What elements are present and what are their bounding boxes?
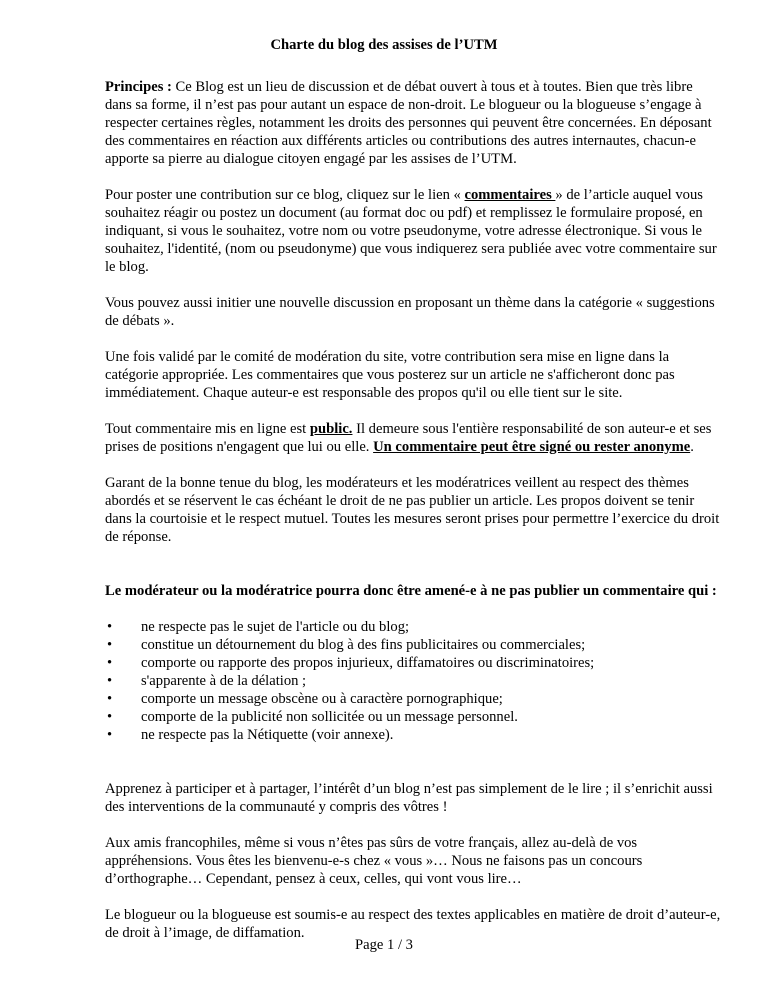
anonymous-emphasis: Un commentaire peut être signé ou rester anonyme	[373, 439, 691, 455]
bullet-icon: •	[107, 709, 113, 725]
public-emphasis: public.	[309, 421, 353, 437]
bullet-icon: •	[107, 691, 113, 707]
list-item-text: comporte un message obscène ou à caractère pornographique;	[141, 691, 503, 707]
bullet-icon: •	[107, 727, 113, 743]
moderation-list	[105, 618, 723, 744]
paragraph-droits: Le blogueur ou la blogueuse est soumis-e au respect des textes applicables en matière de droit d’auteur-e, de droit à l’image, de diffamation.	[105, 907, 721, 941]
list-item-text: ne respecte pas la Nétiquette (voir annexe).	[141, 727, 394, 743]
paragraph-discussion: Vous pouvez aussi initier une nouvelle discussion en proposant un thème dans la catégorie « suggestions de débats ».	[105, 295, 715, 329]
list-item-text: comporte ou rapporte des propos injurieux, diffamatoires ou discriminatoires;	[141, 655, 595, 671]
poster-text-after: » de l’article auquel vous souhaitez réagir ou postez un document (au format doc ou pdf) et remplissez le formulaire proposé, en indiquant, si vous le souhaitez, votre nom ou votre pseudonyme, votre adresse électronique. Si vous le souhaitez, l'identité, (nom ou pseudonyme) que vous indiquerez sera publiée avec votre commentaire sur le blog.	[105, 187, 717, 275]
poster-text-before: Pour poster une contribution sur ce blog, cliquez sur le lien «	[105, 187, 465, 203]
public-text-end: .	[690, 439, 694, 455]
document-title: Charte du blog des assises de l’UTM	[270, 37, 498, 53]
list-item-text: comporte de la publicité non sollicitée ou un message personnel.	[141, 709, 518, 725]
list-item-text: s'apparente à de la délation ;	[141, 673, 307, 689]
list-item	[105, 618, 723, 636]
public-text-before: Tout commentaire mis en ligne est	[105, 421, 310, 437]
moderation-heading: Le modérateur ou la modératrice pourra donc être amené-e à ne pas publier un commentaire qui :	[105, 583, 717, 599]
paragraph-validation: Une fois validé par le comité de modération du site, votre contribution sera mise en ligne dans la catégorie appropriée. Les commentaires que vous posterez sur un article ne s'afficheront donc pas immédiatement. Chaque auteur-e est responsable des propos qu'il ou elle tient sur le site.	[105, 349, 675, 401]
paragraph-principes	[105, 78, 723, 168]
commentaires-link[interactable]: commentaires	[464, 187, 556, 203]
list-item-text: ne respecte pas le sujet de l'article ou du blog;	[141, 619, 410, 635]
list-item	[105, 672, 723, 690]
principes-text: Ce Blog est un lieu de discussion et de débat ouvert à tous et à toutes. Bien que très libre dans sa forme, il n’est pas pour autant un espace de non-droit. Le blogueur ou la blogueuse s’engage à respecter certaines règles, notamment les droits des personnes qui peuvent être concernées. En déposant des commentaires en réaction aux différents articles ou contributions des autres internautes, chacun-e apporte sa pierre au dialogue citoyen engagé par les assises de l’UTM.	[105, 79, 712, 167]
paragraph-garant: Garant de la bonne tenue du blog, les modérateurs et les modératrices veillent au respect des thèmes abordés et se réservent le cas échéant le droit de ne pas publier un article. Les propos doivent se tenir dans la courtoisie et le respect mutuel. Toutes les mesures seront prises pour permettre l’exercice du droit de réponse.	[105, 475, 720, 545]
list-item	[105, 654, 723, 672]
principes-label: Principes :	[105, 79, 172, 95]
list-item	[105, 636, 723, 654]
list-item	[105, 708, 723, 726]
bullet-icon: •	[107, 655, 113, 671]
list-item-text: constitue un détournement du blog à des fins publicitaires ou commerciales;	[141, 637, 586, 653]
bullet-icon: •	[107, 619, 113, 635]
paragraph-participer: Apprenez à participer et à partager, l’intérêt d’un blog n’est pas simplement de le lire ; il s’enrichit aussi des interventions de la communauté y compris des vôtres !	[105, 781, 713, 815]
list-item	[105, 726, 723, 744]
paragraph-francophiles: Aux amis francophiles, même si vous n’êtes pas sûrs de votre français, allez au-delà de vos appréhensions. Vous êtes les bienvenu-e-s chez « vous »… Nous ne faisons pas un concours d’orthographe… Cependant, pensez à ceux, celles, qui vont vous lire…	[105, 835, 643, 887]
paragraph-poster	[105, 186, 723, 276]
public-text-middle: Il demeure sous l'entière responsabilité de son auteur-e et ses prises de positions n'engagent que lui ou elle.	[105, 421, 712, 455]
document-body	[105, 78, 723, 960]
list-item	[105, 690, 723, 708]
bullet-icon: •	[107, 673, 113, 689]
paragraph-public	[105, 420, 723, 456]
page-number: Page 1 / 3	[355, 937, 413, 953]
bullet-icon: •	[107, 637, 113, 653]
